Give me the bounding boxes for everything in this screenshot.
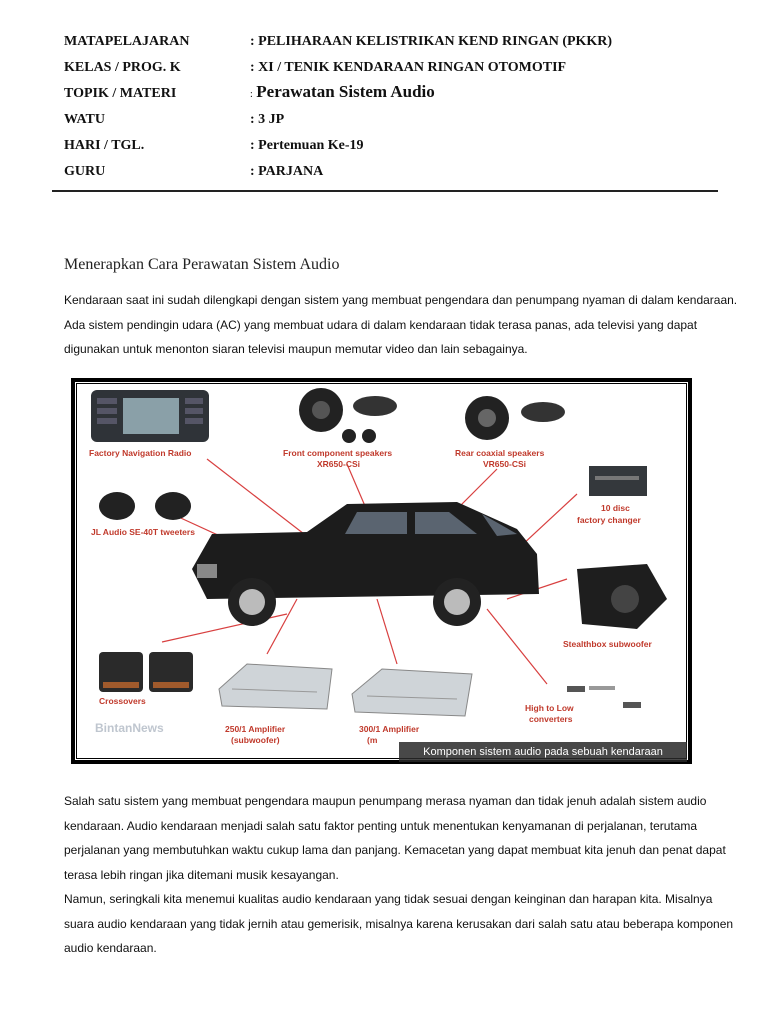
intro-paragraph	[64, 288, 744, 362]
label-converters-2: converters	[529, 714, 573, 724]
header-value: : 3 JP	[250, 112, 285, 127]
amplifier-2-icon	[352, 669, 472, 716]
label-nav-radio: Factory Navigation Radio	[89, 448, 192, 458]
label-changer-1: 10 disc	[601, 503, 630, 513]
label-subwoofer-box: Stealthbox subwoofer	[563, 639, 652, 649]
header-value	[250, 82, 435, 102]
amplifier-1-icon	[219, 664, 332, 709]
label-rear-speakers: Rear coaxial speakers	[455, 448, 545, 458]
label-tweeters: JL Audio SE-40T tweeters	[91, 527, 195, 537]
header-row-time	[64, 108, 724, 134]
rear-speakers-icon	[465, 396, 565, 440]
header-divider	[52, 190, 718, 192]
label-converters-1: High to Low	[525, 703, 574, 713]
header-value: : Pertemuan Ke-19	[250, 138, 364, 153]
figure-caption: Komponen sistem audio pada sebuah kendaraan	[399, 742, 687, 762]
header-value: : PARJANA	[250, 164, 324, 179]
header-value: : PELIHARAAN KELISTRIKAN KEND RINGAN (PKKR)	[250, 34, 613, 49]
body-text-1: Salah satu sistem yang membuat pengendara maupun penumpang merasa nyaman dan tidak jenuh adalah sistem audio kendaraan. Audio kendaraan menjadi salah satu faktor penting untuk menentukan kenyamanan di perjalanan, terutama perjalanan yang membutuhkan waktu cukup lama dan panjang. Kemacetan yang dapat membuat kita jenuh dan penat dapat terasa lebih ringan jika ditemani musik kesayangan.	[64, 794, 726, 882]
intro-text: Kendaraan saat ini sudah dilengkapi dengan sistem yang membuat pengendara dan penumpang nyaman di dalam kendaraan. Ada sistem pendingin udara (AC) yang membuat udara di dalam kendaraan tidak terasa panas, ada televisi yang dapat digunakan untuk menonton siaran televisi maupun memutar video dan lain sebagainya.	[64, 293, 738, 356]
label-amp1-2: (subwoofer)	[231, 735, 280, 745]
front-speakers-icon	[299, 388, 397, 443]
header-row-date	[64, 134, 724, 160]
watermark-logo: BintanNews	[95, 721, 164, 735]
label-changer-2: factory changer	[577, 515, 641, 525]
header-label: KELAS / PROG. K	[64, 60, 181, 75]
nav-radio-icon	[91, 390, 209, 442]
body-paragraph	[64, 789, 744, 961]
header-row-subject	[64, 30, 724, 56]
label-front-speakers: Front component speakers	[283, 448, 393, 458]
header-label: HARI / TGL.	[64, 138, 145, 153]
disc-changer-icon	[589, 466, 647, 496]
label-rear-speakers-model: VR650-CSi	[483, 459, 526, 469]
header-label: GURU	[64, 164, 106, 179]
converters-icon	[567, 686, 641, 708]
header-label: WATU	[64, 112, 105, 127]
label-amp2-1: 300/1 Amplifier	[359, 724, 420, 734]
topic-title: Perawatan Sistem Audio	[256, 82, 435, 101]
header-row-class	[64, 56, 724, 82]
header-label: MATAPELAJARAN	[64, 34, 190, 49]
label-crossovers: Crossovers	[99, 696, 146, 706]
section-heading: Menerapkan Cara Perawatan Sistem Audio	[64, 256, 340, 273]
subwoofer-icon	[577, 564, 667, 629]
header-colon: :	[250, 89, 253, 100]
document-header	[64, 30, 724, 186]
label-amp1-1: 250/1 Amplifier	[225, 724, 286, 734]
car-illustration	[192, 502, 539, 626]
header-label: TOPIK / MATERI	[64, 86, 177, 101]
label-front-speakers-model: XR650-CSi	[317, 459, 360, 469]
crossovers-icon	[99, 652, 193, 692]
tweeters-icon	[99, 492, 191, 520]
figure-illustration	[77, 384, 686, 758]
header-row-teacher	[64, 160, 724, 186]
body-text-2: Namun, seringkali kita menemui kualitas audio kendaraan yang tidak sesuai dengan keinginan dan harapan kita. Misalnya suara audio kendaraan yang tidak jernih atau gemerisik, misalnya karena kerusakan dari salah satu atau beberapa komponen audio kendaraan.	[64, 892, 734, 955]
figure-inner	[76, 383, 687, 759]
header-row-topic	[64, 82, 724, 108]
header-value: : XI / TENIK KENDARAAN RINGAN OTOMOTIF	[250, 60, 567, 75]
audio-components-figure	[71, 378, 692, 764]
label-amp2-2: (m	[367, 735, 378, 745]
